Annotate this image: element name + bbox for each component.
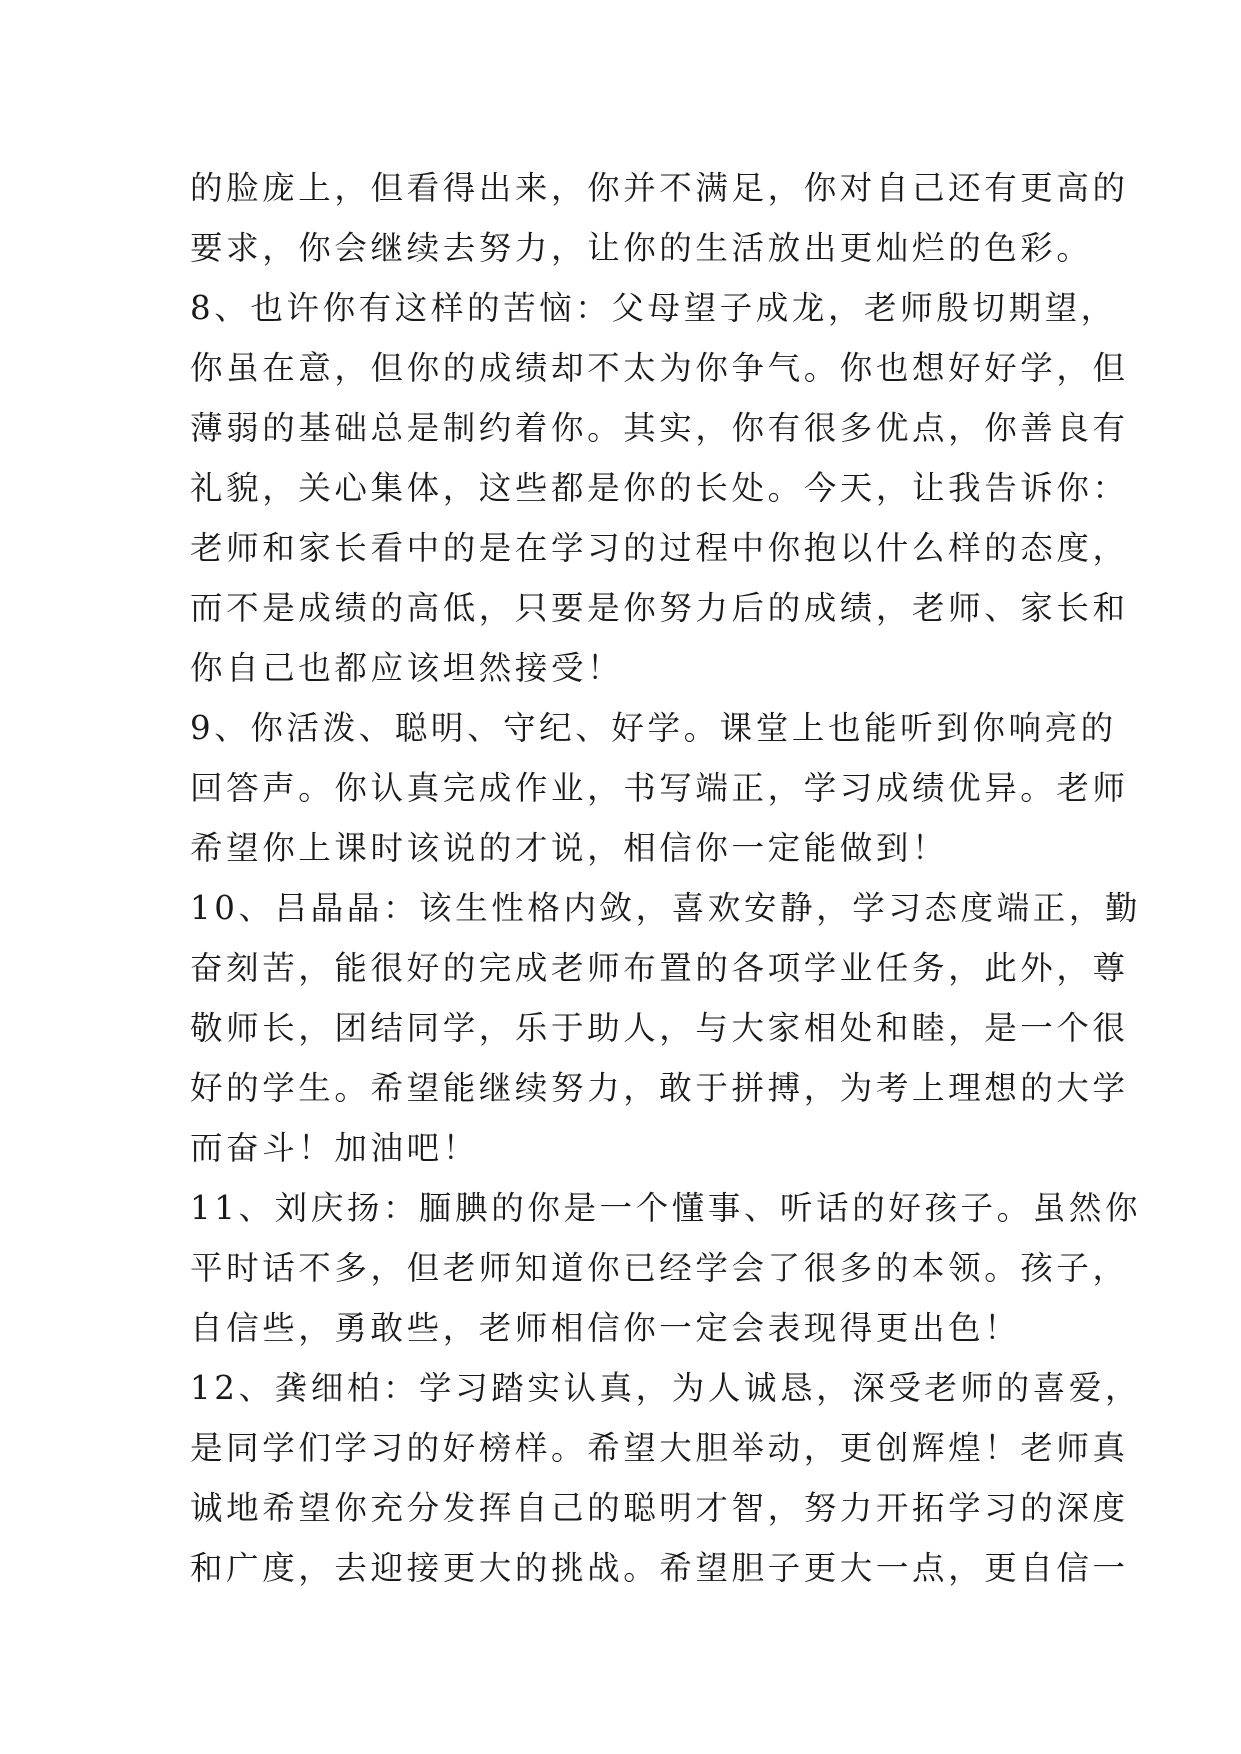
text-line: 薄弱的基础总是制约着你。其实，你有很多优点，你善良有 [190,409,1129,447]
text-line: 你虽在意，但你的成绩却不太为你争气。你也想好好学，但 [190,349,1129,387]
text-line: 9、你活泼、聪明、守纪、好学。课堂上也能听到你响亮的 [190,709,1117,747]
text-line: 是同学们学习的好榜样。希望大胆举动，更创辉煌！老师真 [190,1429,1129,1467]
text-line: 要求，你会继续去努力，让你的生活放出更灿烂的色彩。 [190,229,1093,267]
text-line: 和广度，去迎接更大的挑战。希望胆子更大一点，更自信一 [190,1549,1129,1587]
text-line: 平时话不多，但老师知道你已经学会了很多的本领。孩子， [190,1249,1129,1287]
text-line: 12、龚细柏：学习踏实认真，为人诚恳，深受老师的喜爱， [190,1369,1142,1407]
document-body [190,158,1142,1598]
text-line: 你自己也都应该坦然接受！ [190,649,624,687]
text-line: 的脸庞上，但看得出来，你并不满足，你对自己还有更高的 [190,169,1129,207]
text-line: 诚地希望你充分发挥自己的聪明才智，努力开拓学习的深度 [190,1489,1129,1527]
text-line: 好的学生。希望能继续努力，敢于拼搏，为考上理想的大学 [190,1069,1129,1107]
text-line: 8、也许你有这样的苦恼：父母望子成龙，老师殷切期望， [190,289,1117,327]
text-line: 回答声。你认真完成作业，书写端正，学习成绩优异。老师 [190,769,1129,807]
text-line: 10、吕晶晶：该生性格内敛，喜欢安静，学习态度端正，勤 [190,889,1142,927]
text-line: 奋刻苦，能很好的完成老师布置的各项学业任务，此外，尊 [190,949,1129,987]
text-line: 自信些，勇敢些，老师相信你一定会表现得更出色！ [190,1309,1021,1347]
text-line: 11、刘庆扬：腼腆的你是一个懂事、听话的好孩子。虽然你 [190,1189,1142,1227]
text-line: 而奋斗！加油吧！ [190,1129,479,1167]
text-line: 老师和家长看中的是在学习的过程中你抱以什么样的态度， [190,529,1129,567]
text-line: 而不是成绩的高低，只要是你努力后的成绩，老师、家长和 [190,589,1129,627]
text-line: 敬师长，团结同学，乐于助人，与大家相处和睦，是一个很 [190,1009,1129,1047]
text-line: 礼貌，关心集体，这些都是你的长处。今天，让我告诉你： [190,469,1129,507]
text-line: 希望你上课时该说的才说，相信你一定能做到！ [190,829,949,867]
